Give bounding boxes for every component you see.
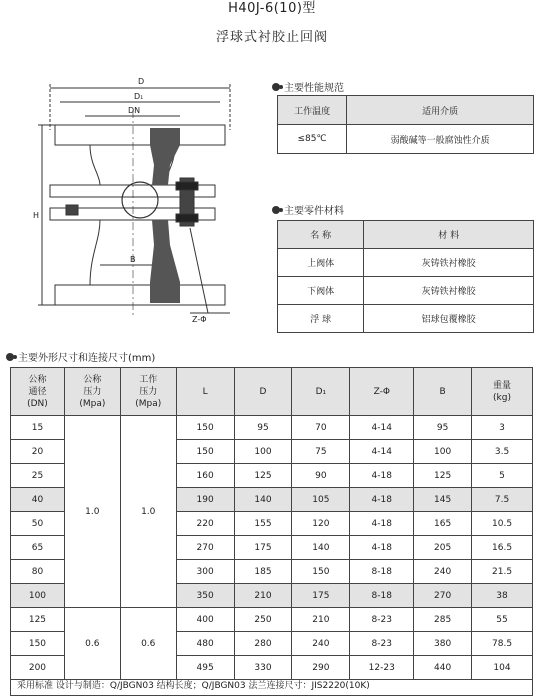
cell-L: 300 <box>176 560 234 584</box>
mat-part: 上阀体 <box>278 249 364 277</box>
cell-D1: 75 <box>292 440 350 464</box>
cell-dn: 100 <box>11 584 65 608</box>
standards-footer: 采用标准 设计与制造：Q/JBGN03 结构长度；Q/JBGN03 法兰连接尺寸：JIS2220(10K) <box>10 676 533 696</box>
header-L: L <box>176 368 234 416</box>
cell-dn: 80 <box>11 560 65 584</box>
cell-D: 280 <box>234 632 292 656</box>
cell-D: 95 <box>234 416 292 440</box>
performance-heading: 主要性能规范 <box>272 79 344 94</box>
cell-dn: 200 <box>11 656 65 680</box>
cell-B: 125 <box>414 464 472 488</box>
cell-Z: 8-23 <box>350 632 414 656</box>
cell-D: 155 <box>234 512 292 536</box>
cell-D: 140 <box>234 488 292 512</box>
cell-weight: 5 <box>472 464 533 488</box>
cell-pn-group-1: 1.0 <box>64 416 120 608</box>
cell-weight: 16.5 <box>472 536 533 560</box>
page-subtitle: 浮球式衬胶止回阀 <box>215 30 328 45</box>
mat-header-material: 材 料 <box>364 221 534 249</box>
cell-D1: 140 <box>292 536 350 560</box>
cell-B: 285 <box>414 608 472 632</box>
cell-Z: 4-14 <box>350 416 414 440</box>
header-Z: Z-Φ <box>350 368 414 416</box>
header-dn: 公称 通径 (DN) <box>11 368 65 416</box>
mat-material: 灰铸铁衬橡胶 <box>364 249 534 277</box>
cell-B: 440 <box>414 656 472 680</box>
page-title: H40J-6(10)型 <box>228 1 316 16</box>
cell-dn: 65 <box>11 536 65 560</box>
cell-Z: 4-18 <box>350 536 414 560</box>
materials-table <box>277 220 534 333</box>
cell-dn: 25 <box>11 464 65 488</box>
header-weight: 重量 (kg) <box>472 368 533 416</box>
valve-cross-section-drawing <box>30 70 255 325</box>
cell-wp-group-1: 1.0 <box>120 416 176 608</box>
cell-dn: 40 <box>11 488 65 512</box>
cell-Z: 4-18 <box>350 464 414 488</box>
cell-weight: 3 <box>472 416 533 440</box>
cell-D1: 105 <box>292 488 350 512</box>
dims-header-row <box>11 368 533 416</box>
cell-L: 400 <box>176 608 234 632</box>
cell-B: 205 <box>414 536 472 560</box>
cell-L: 480 <box>176 632 234 656</box>
cell-D: 100 <box>234 440 292 464</box>
cell-weight: 104 <box>472 656 533 680</box>
cell-B: 380 <box>414 632 472 656</box>
cell-B: 165 <box>414 512 472 536</box>
cell-D1: 70 <box>292 416 350 440</box>
cell-B: 95 <box>414 416 472 440</box>
header-D1: D₁ <box>292 368 350 416</box>
label-H: H <box>33 211 40 220</box>
cell-pn-group-2: 0.6 <box>64 608 120 680</box>
header-B: B <box>414 368 472 416</box>
cell-Z: 8-18 <box>350 584 414 608</box>
cell-D: 330 <box>234 656 292 680</box>
cell-D: 175 <box>234 536 292 560</box>
mat-header-name: 名 称 <box>278 221 364 249</box>
header-D: D <box>234 368 292 416</box>
cell-D1: 210 <box>292 608 350 632</box>
bullet-icon <box>6 353 14 361</box>
cell-D1: 120 <box>292 512 350 536</box>
cell-D: 185 <box>234 560 292 584</box>
cell-B: 240 <box>414 560 472 584</box>
materials-heading: 主要零件材料 <box>272 202 344 217</box>
cell-L: 350 <box>176 584 234 608</box>
mat-material: 铝球包覆橡胶 <box>364 305 534 333</box>
performance-table <box>277 95 534 154</box>
cell-D: 210 <box>234 584 292 608</box>
cell-dn: 20 <box>11 440 65 464</box>
cell-Z: 12-23 <box>350 656 414 680</box>
cell-dn: 50 <box>11 512 65 536</box>
header-wp: 工作 压力 (Mpa) <box>120 368 176 416</box>
table-row <box>11 416 533 440</box>
cell-Z: 8-23 <box>350 608 414 632</box>
label-DN: DN <box>128 106 141 115</box>
cell-D: 250 <box>234 608 292 632</box>
cell-weight: 10.5 <box>472 512 533 536</box>
cell-weight: 38 <box>472 584 533 608</box>
mat-part: 浮 球 <box>278 305 364 333</box>
cell-D: 125 <box>234 464 292 488</box>
cell-D1: 290 <box>292 656 350 680</box>
cell-D1: 175 <box>292 584 350 608</box>
cell-dn: 150 <box>11 632 65 656</box>
cell-D1: 90 <box>292 464 350 488</box>
cell-dn: 15 <box>11 416 65 440</box>
table-row <box>11 608 533 632</box>
mat-material: 灰铸铁衬橡胶 <box>364 277 534 305</box>
cell-wp-group-2: 0.6 <box>120 608 176 680</box>
dimensions-table <box>10 367 533 680</box>
cell-weight: 55 <box>472 608 533 632</box>
cell-L: 495 <box>176 656 234 680</box>
cell-L: 160 <box>176 464 234 488</box>
cell-L: 220 <box>176 512 234 536</box>
cell-B: 100 <box>414 440 472 464</box>
label-D: D <box>138 77 145 86</box>
cell-D1: 240 <box>292 632 350 656</box>
cell-weight: 3.5 <box>472 440 533 464</box>
cell-Z: 4-18 <box>350 512 414 536</box>
label-ZPhi: Z-Φ <box>192 315 207 324</box>
cell-B: 270 <box>414 584 472 608</box>
perf-medium-value: 弱酸碱等一般腐蚀性介质 <box>347 125 534 154</box>
cell-L: 150 <box>176 416 234 440</box>
cell-Z: 4-18 <box>350 488 414 512</box>
dimensions-heading: 主要外形尺寸和连接尺寸(mm) <box>6 349 155 364</box>
cell-Z: 4-14 <box>350 440 414 464</box>
cell-D1: 150 <box>292 560 350 584</box>
cell-B: 145 <box>414 488 472 512</box>
cell-weight: 7.5 <box>472 488 533 512</box>
label-B: B <box>130 255 136 264</box>
cell-dn: 125 <box>11 608 65 632</box>
cell-L: 150 <box>176 440 234 464</box>
cell-L: 270 <box>176 536 234 560</box>
perf-header-temp: 工作温度 <box>278 96 347 125</box>
bullet-icon <box>272 83 280 91</box>
bullet-icon <box>272 206 280 214</box>
label-D1: D₁ <box>134 92 144 101</box>
perf-temp-value: ≤85℃ <box>278 125 347 154</box>
cell-Z: 8-18 <box>350 560 414 584</box>
cell-weight: 21.5 <box>472 560 533 584</box>
cell-L: 190 <box>176 488 234 512</box>
header-pn: 公称 压力 (Mpa) <box>64 368 120 416</box>
perf-header-medium: 适用介质 <box>347 96 534 125</box>
cell-weight: 78.5 <box>472 632 533 656</box>
mat-part: 下阀体 <box>278 277 364 305</box>
